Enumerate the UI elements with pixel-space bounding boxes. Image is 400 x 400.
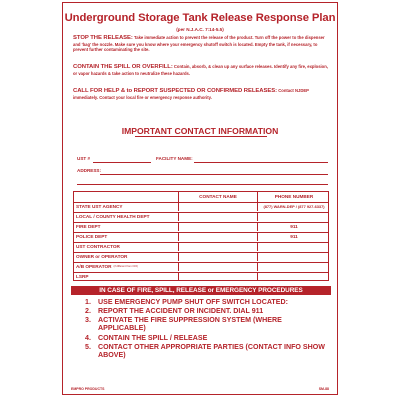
- step-text: CONTAIN THE SPILL / RELEASE: [98, 333, 208, 342]
- sign-subtitle: (per N.J.A.C. 7:14-5.5): [176, 27, 224, 32]
- contact-info-title: IMPORTANT CONTACT INFORMATION: [121, 126, 279, 136]
- row-label: LSRP: [76, 273, 89, 279]
- section-text: Contain, absorb, & clean up any surface releases. Identify any fire, explosion, or vapor hazards & take action to neutralize these hazards.: [73, 64, 328, 76]
- row-phone: [257, 213, 330, 222]
- step-number: 3.: [85, 316, 91, 325]
- procedure-step: [85, 344, 325, 360]
- row-contact-name: [178, 243, 257, 252]
- row-label: OWNER or OPERATOR: [76, 254, 128, 260]
- section-heading: CONTAIN THE SPILL OR OVERFILL:: [73, 64, 173, 70]
- procedure-step: [85, 299, 325, 307]
- header-contact-name: CONTACT NAME: [178, 192, 257, 202]
- row-phone: [257, 263, 330, 272]
- row-label-note: (if different from O/O): [113, 265, 138, 269]
- table-row: [74, 222, 328, 232]
- table-row: [74, 272, 328, 280]
- row-phone: [257, 243, 330, 252]
- section-heading: CALL FOR HELP & to REPORT SUSPECTED OR CONFIRMED RELEASES:: [73, 88, 278, 94]
- facility-name-line: [194, 162, 328, 163]
- header-phone-number: PHONE NUMBER: [257, 192, 330, 202]
- row-label: LOCAL / COUNTY HEALTH DEPT: [76, 214, 150, 220]
- section-heading: STOP THE RELEASE:: [73, 35, 133, 41]
- procedure-step: [85, 335, 325, 343]
- address-line-2: [77, 184, 328, 185]
- row-contact-name: [178, 213, 257, 222]
- row-phone: 911: [257, 223, 330, 232]
- row-contact-name: [178, 263, 257, 272]
- row-phone: [257, 253, 330, 262]
- table-row: [74, 212, 328, 222]
- step-number: 5.: [85, 342, 91, 351]
- section-text: Take immediate action to prevent the release of the product. Turn off the power to the dispenser and 'bag' the nozzle. Make sure you know where your emergency shutoff switch is located. Empty the tank, if necessary, to prevent further contaminating the site.: [73, 35, 325, 53]
- facility-name-label: FACILITY NAME:: [156, 156, 193, 161]
- row-label: UST CONTRACTOR: [76, 244, 120, 250]
- address-label: ADDRESS:: [77, 168, 101, 173]
- table-row: [74, 242, 328, 252]
- table-row: [74, 262, 328, 272]
- contact-table: [73, 191, 329, 281]
- row-label: FIRE DEPT: [76, 224, 101, 230]
- procedure-step: [85, 317, 325, 333]
- footer-brand: EMPRO PRODUCTS: [71, 387, 105, 391]
- section-text: Contact NJDEP immediately. Contact your local fire or emergency response authority.: [73, 88, 309, 100]
- section-stop-release: [73, 35, 329, 53]
- table-row: [74, 252, 328, 262]
- section-call-for-help: [73, 88, 329, 100]
- step-text: CONTACT OTHER APPROPRIATE PARTIES (CONTACT INFO SHOW ABOVE): [98, 342, 325, 359]
- row-phone: (877) WARN-DEP / (877 927-6337): [257, 203, 330, 212]
- procedure-steps: [85, 299, 325, 361]
- table-row: [74, 232, 328, 242]
- ust-number-label: UST #: [77, 156, 91, 161]
- row-contact-name: [178, 273, 257, 280]
- emergency-procedures-banner: IN CASE OF FIRE, SPILL, RELEASE or EMERGENCY PROCEDURES: [71, 286, 331, 295]
- header-cell: [74, 192, 178, 202]
- row-contact-name: [178, 233, 257, 242]
- step-number: 4.: [85, 333, 91, 342]
- row-contact-name: [178, 223, 257, 232]
- step-text: ACTIVATE THE FIRE SUPPRESSION SYSTEM (WHERE APPLICABLE): [98, 316, 282, 333]
- step-number: 1.: [85, 298, 91, 306]
- row-label: [74, 263, 178, 272]
- table-header-row: [74, 192, 328, 202]
- row-contact-name: [178, 253, 257, 262]
- address-line: [100, 174, 328, 175]
- step-text: REPORT THE ACCIDENT OR INCIDENT. DIAL 911: [98, 307, 264, 316]
- table-row: [74, 202, 328, 212]
- ust-number-line: [93, 162, 151, 163]
- section-contain-spill: [73, 64, 329, 76]
- ust-response-sign: [62, 2, 338, 395]
- procedure-step: [85, 308, 325, 316]
- step-text: USE EMERGENCY PUMP SHUT OFF SWITCH LOCATED:: [98, 298, 288, 306]
- title-underline: [135, 136, 267, 137]
- sign-title: Underground Storage Tank Release Response Plan: [64, 12, 336, 24]
- step-number: 2.: [85, 307, 91, 316]
- row-phone: 911: [257, 233, 330, 242]
- row-label: POLICE DEPT: [76, 234, 108, 240]
- row-phone: [257, 273, 330, 280]
- row-label-text: A/B OPERATOR: [76, 264, 112, 270]
- footer-product-code: SM-88: [318, 387, 329, 391]
- row-label: STATE UST AGENCY: [76, 204, 123, 210]
- row-contact-name: [178, 203, 257, 212]
